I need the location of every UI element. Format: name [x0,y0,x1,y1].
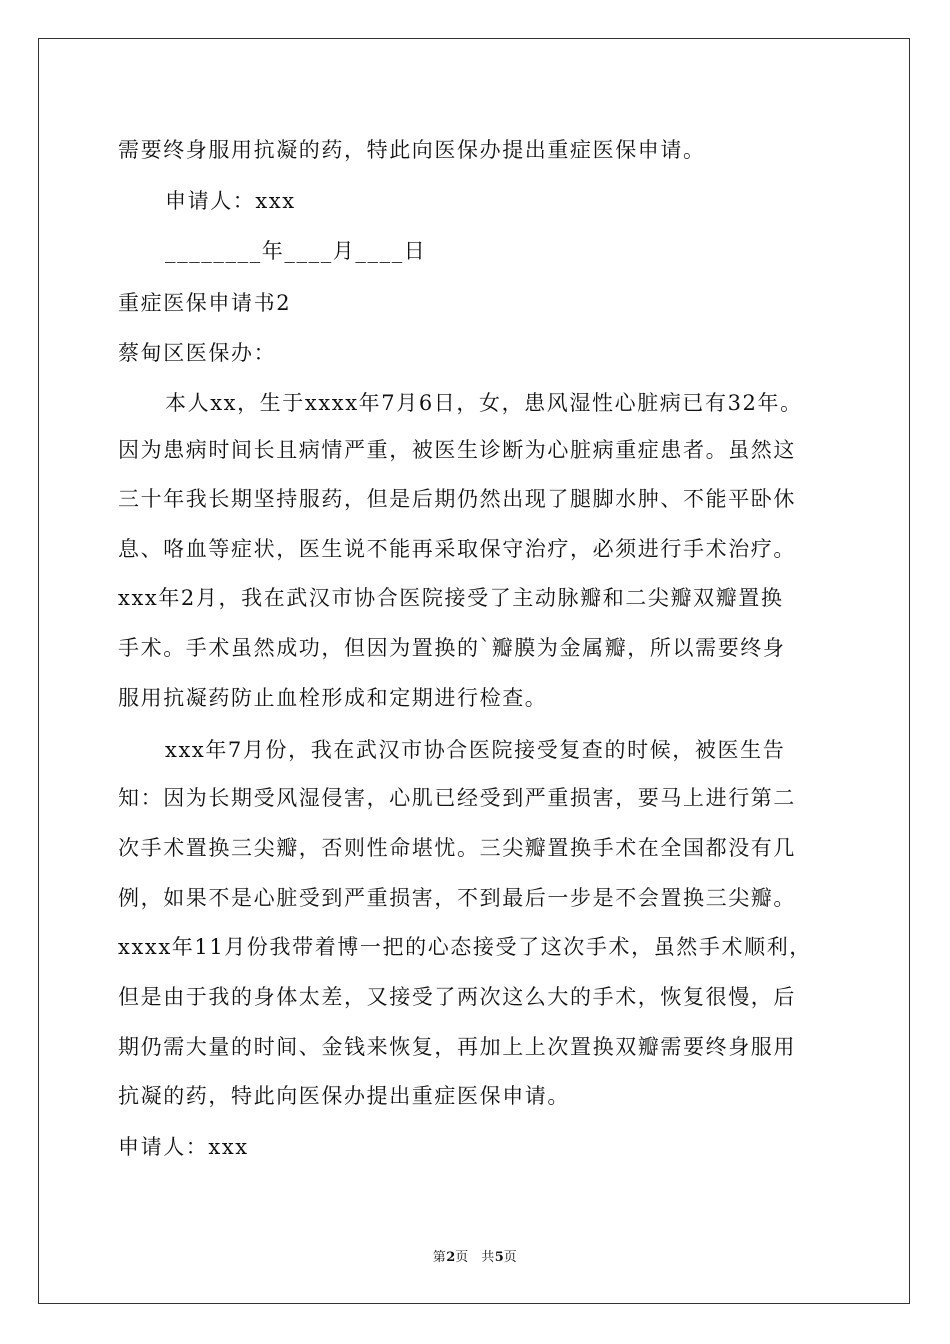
paragraph-line: xxx年7月份，我在武汉市协合医院接受复查的时候，被医生告 [165,738,786,762]
date-line: ________年____月____日 [165,239,427,263]
paragraph-line: 但是由于我的身体太差，又接受了两次这么大的手术，恢复很慢，后 [118,985,796,1009]
paragraph-line: 息、咯血等症状，医生说不能再采取保守治疗，必须进行手术治疗。 [118,537,796,561]
page-footer [0,1250,950,1266]
total-suffix: 页 [503,1250,518,1265]
paragraph-line: 抗凝的药，特此向医保办提出重症医保申请。 [118,1084,570,1108]
page-total: 5 [494,1250,504,1265]
page-current: 2 [446,1250,456,1265]
paragraph-line: xxxx年11月份我带着博一把的心态接受了这次手术，虽然手术顺利， [118,935,812,959]
applicant-signature: 申请人：xxx [118,1135,249,1159]
paragraph-line: 因为患病时间长且病情严重，被医生诊断为心脏病重症患者。虽然这 [118,438,796,462]
paragraph-line: 期仍需大量的时间、金钱来恢复，再加上上次置换双瓣需要终身服用 [118,1035,796,1059]
applicant-signature: 申请人：xxx [165,189,296,213]
page-suffix: 页 [455,1250,469,1265]
paragraph-line: 服用抗凝药防止血栓形成和定期进行检查。 [118,686,548,710]
addressee: 蔡甸区医保办： [118,341,277,365]
paragraph-line: 三十年我长期坚持服药，但是后期仍然出现了腿脚水肿、不能平卧休 [118,487,796,511]
page-border [38,38,910,1304]
paragraph-line: 需要终身服用抗凝的药，特此向医保办提出重症医保申请。 [118,138,706,162]
paragraph-line: 本人xx，生于xxxx年7月6日，女，患风湿性心脏病已有32年。 [165,391,803,415]
total-prefix: 共 [481,1250,495,1265]
paragraph-line: 手术。手术虽然成功，但因为置换的`瓣膜为金属瓣，所以需要终身 [118,636,786,660]
page-prefix: 第 [432,1250,447,1265]
document-title: 重症医保申请书2 [118,291,292,315]
paragraph-line: 例，如果不是心脏受到严重损害，不到最后一步是不会置换三尖瓣。 [118,886,796,910]
paragraph-line: xxx年2月，我在武汉市协合医院接受了主动脉瓣和二尖瓣双瓣置换 [118,586,784,610]
paragraph-line: 知：因为长期受风湿侵害，心肌已经受到严重损害，要马上进行第二 [118,786,796,810]
paragraph-line: 次手术置换三尖瓣，否则性命堪忧。三尖瓣置换手术在全国都没有几 [118,836,796,860]
